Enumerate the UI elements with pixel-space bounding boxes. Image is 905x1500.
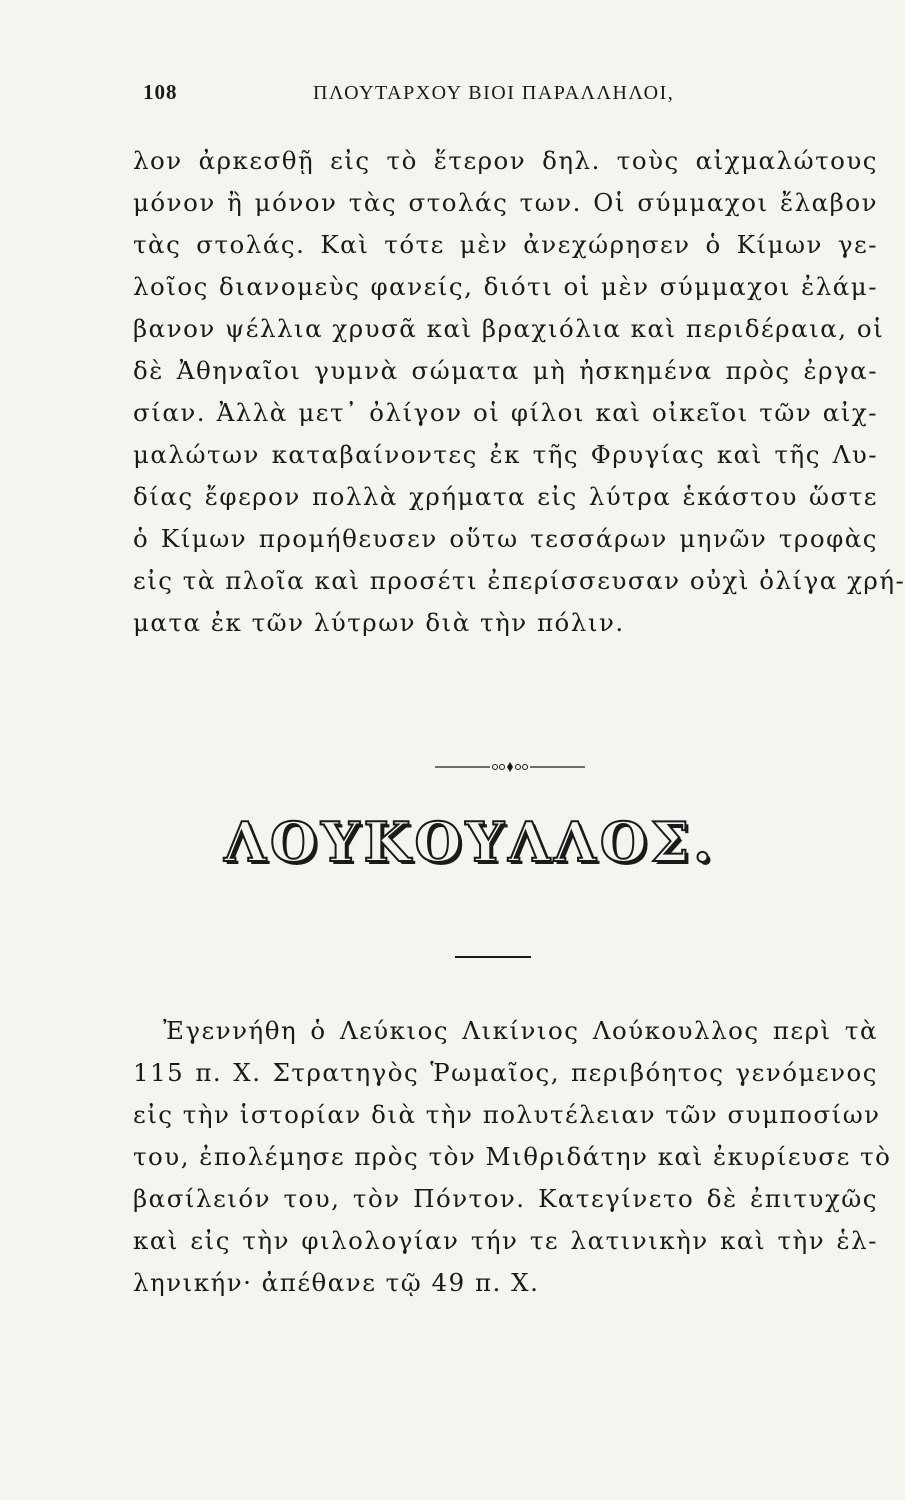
text-line: λον ἀρκεσθῇ εἰς τὸ ἕτερον δηλ. τοὺς αἰχμαλώτους [133,146,878,175]
text-line: εἰς τὰ πλοῖα καὶ προσέτι ἐπερίσσευσαν οὐχὶ ὀλίγα χρή- [133,566,905,595]
page-number: 108 [143,80,178,104]
text-line: μόνον ἢ μόνον τὰς στολάς των. Οἱ σύμμαχοι ἔλαβον [133,188,878,217]
text-line: μαλώτων καταβαίνοντες ἐκ τῆς Φρυγίας καὶ τῆς Λυ- [133,440,878,469]
text-line: ματα ἐκ τῶν λύτρων διὰ τὴν πόλιν. [133,608,625,637]
text-line: Ἐγεννήθη ὁ Λεύκιος Λικίνιος Λούκουλλος περὶ τὰ [163,1016,878,1045]
paragraph-lucullus [133,1010,892,1304]
text-line: δίας ἔφερον πολλὰ χρήματα εἰς λύτρα ἑκάστου ὥστε [133,482,878,511]
text-line: λοῖος διανομεὺς φανείς, διότι οἱ μὲν σύμμαχοι ἐλάμ- [133,272,878,301]
paragraph-cimon-ending [133,140,905,644]
text-line: εἰς τὴν ἱστορίαν διὰ τὴν πολυτέλειαν τῶν συμποσίων [133,1100,881,1129]
section-title: ΛΟΥΚΟΥΛΛΟΣ. [224,810,716,874]
text-line: 115 π. Χ. Στρατηγὸς Ῥωμαῖος, περιβόητος γενόμενος [133,1058,878,1087]
text-line: του, ἐπολέμησε πρὸς τὸν Μιθριδάτην καὶ ἐκυρίευσε τὸ [133,1142,892,1171]
text-line: τὰς στολάς. Καὶ τότε μὲν ἀνεχώρησεν ὁ Κίμων γε- [133,230,878,259]
section-divider-ornament [435,760,585,774]
section-rule [455,956,531,958]
text-line: σίαν. Ἀλλὰ μετ᾽ ὀλίγον οἱ φίλοι καὶ οἰκεῖοι τῶν αἰχ- [133,398,878,427]
section-heading [200,810,740,900]
text-line: δὲ Ἀθηναῖοι γυμνὰ σώματα μὴ ἠσκημένα πρὸς ἐργα- [133,356,878,385]
text-line: ὁ Κίμων προμήθευσεν οὕτω τεσσάρων μηνῶν τροφὰς [133,524,878,553]
text-line: καὶ εἰς τὴν φιλολογίαν τήν τε λατινικὴν καὶ τὴν ἑλ- [133,1226,878,1255]
running-title: ΠΛΟΥΤΑΡΧΟΥ ΒΙΟΙ ΠΑΡΑΛΛΗΛΟΙ, [313,82,675,104]
text-line: βασίλειόν του, τὸν Πόντον. Κατεγίνετο δὲ ἐπιτυχῶς [133,1184,878,1213]
page-header [135,80,775,120]
text-line: βανον ψέλλια χρυσᾶ καὶ βραχιόλια καὶ περιδέραια, οἱ [133,314,885,343]
text-line: ληνικήν· ἀπέθανε τῷ 49 π. Χ. [133,1268,540,1297]
